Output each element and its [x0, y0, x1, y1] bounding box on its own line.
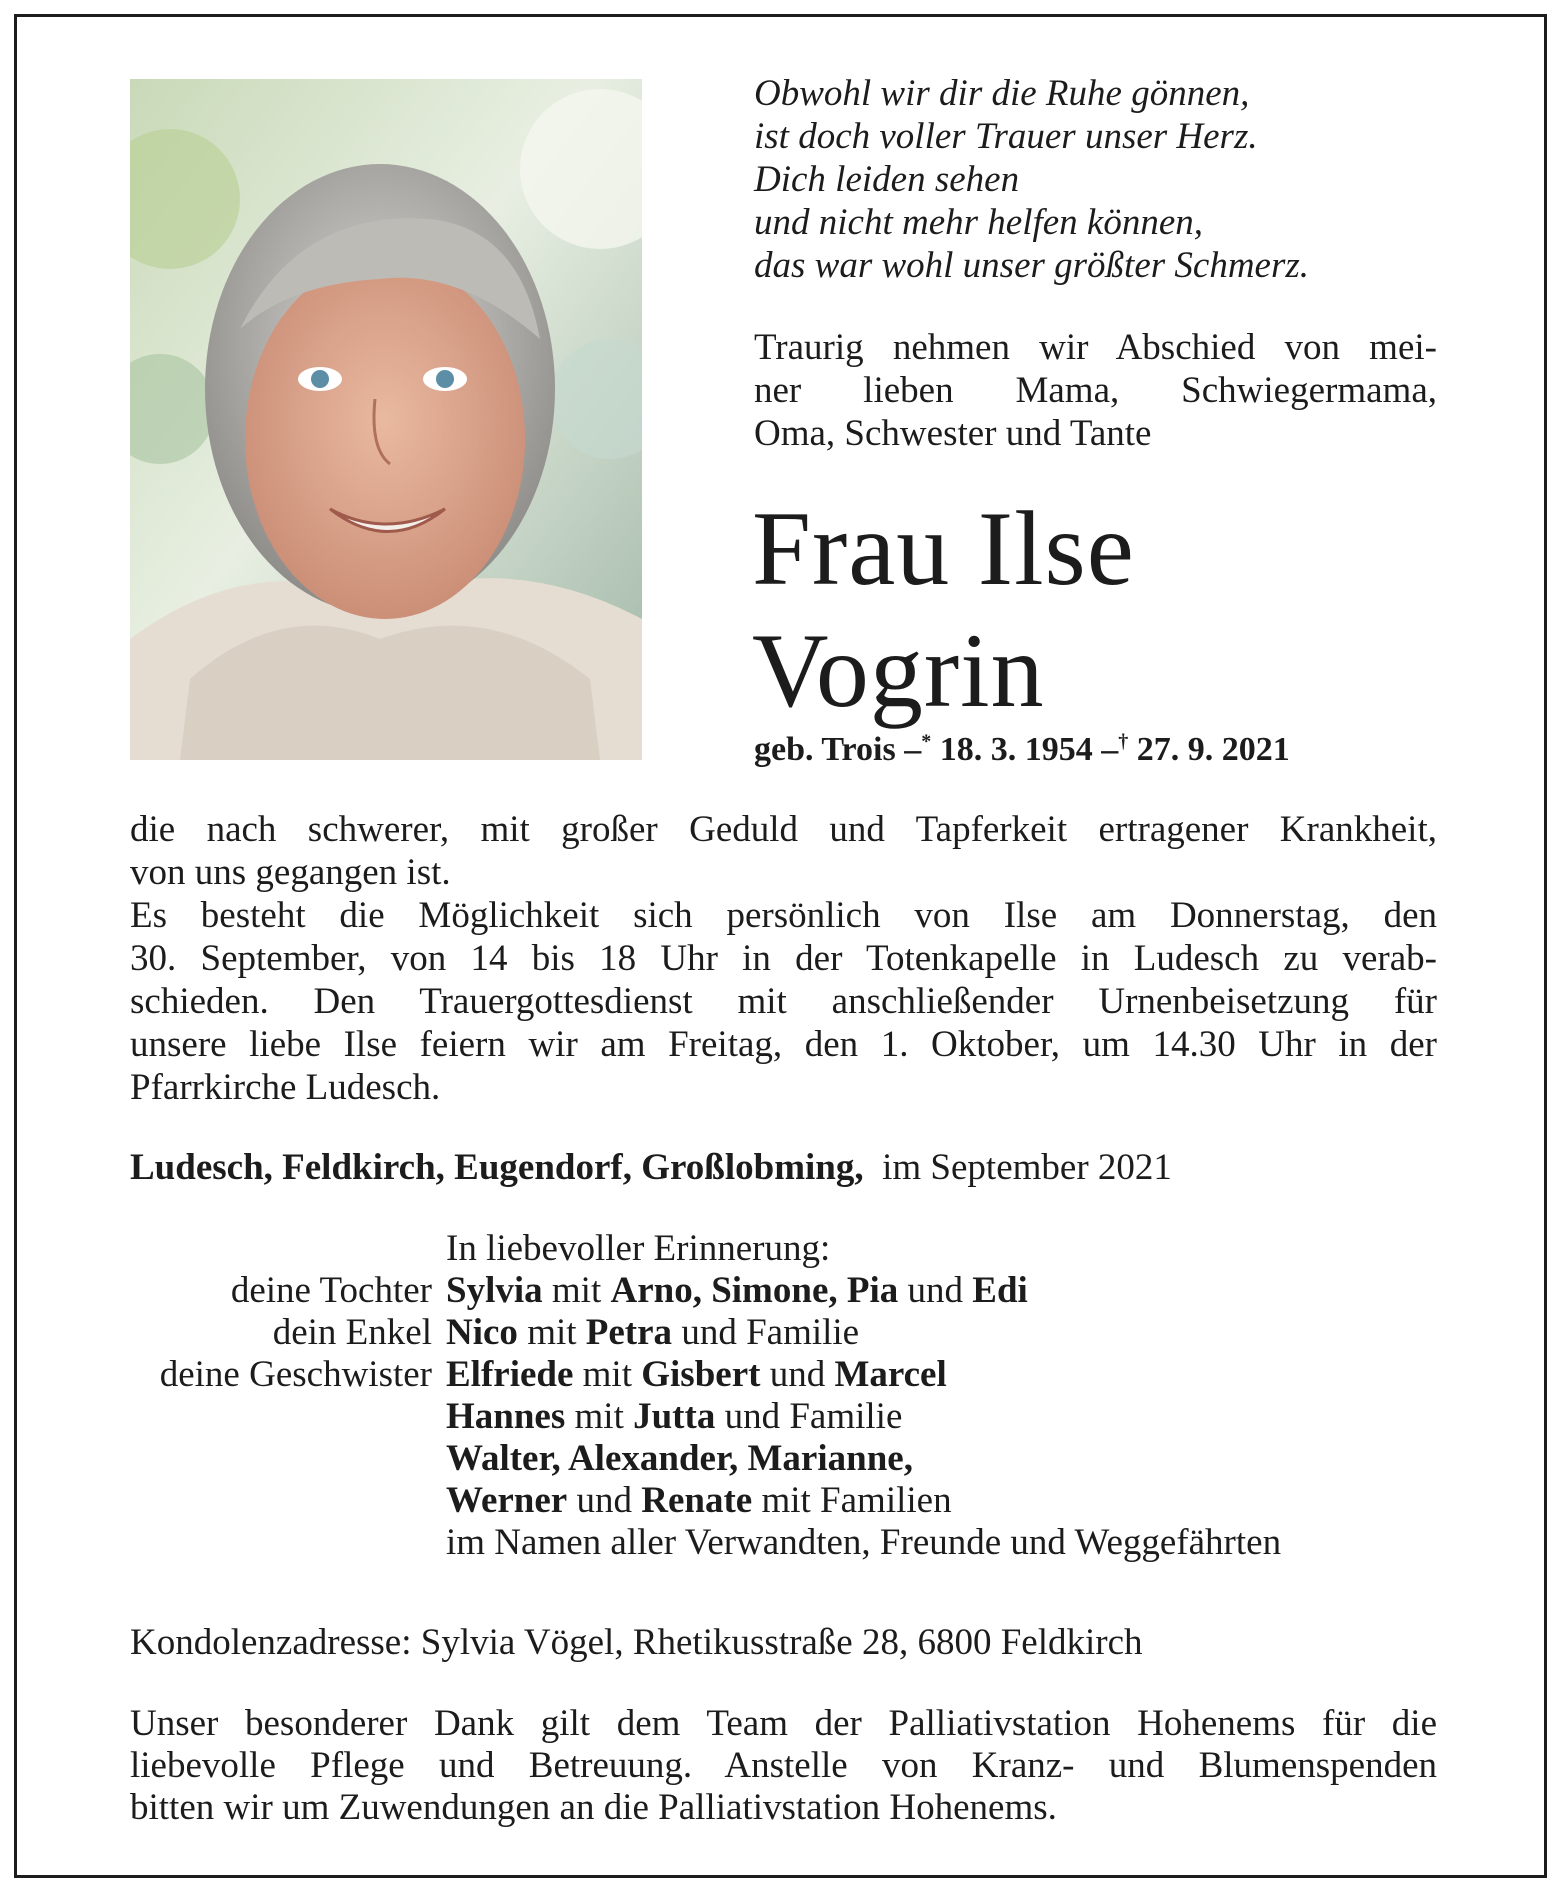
- places: Ludesch, Feldkirch, Eugendorf, Großlobming,: [130, 1147, 864, 1188]
- poem-line: Obwohl wir dir die Ruhe gönnen,: [754, 73, 1250, 114]
- relation-label: [130, 1522, 446, 1564]
- birth-date: 18. 3. 1954: [939, 731, 1093, 768]
- poem-line: das war wohl unser größter Schmerz.: [754, 245, 1310, 286]
- portrait-icon: [130, 79, 642, 760]
- thanks-line: bitten wir um Zuwendungen an die Palliativstation Hohenems.: [130, 1787, 1057, 1828]
- relatives-names: Nico mit Petra und Familie: [446, 1312, 860, 1353]
- thanks-text: [130, 1703, 1437, 1829]
- memory-row: [130, 1396, 1450, 1438]
- memory-heading: In liebevoller Erinnerung:: [446, 1228, 831, 1269]
- memory-row: [130, 1522, 1450, 1564]
- body-line: Es besteht die Möglichkeit sich persönlich von Ilse am Donnerstag, den: [130, 895, 1437, 936]
- poem-line: und nicht mehr helfen können,: [754, 202, 1204, 243]
- condolence-address: Kondolenzadresse: Sylvia Vögel, Rhetikusstraße 28, 6800 Feldkirch: [130, 1622, 1143, 1663]
- memory-row: [130, 1354, 1450, 1396]
- memory-section: [130, 1228, 1450, 1564]
- poem-line: ist doch voller Trauer unser Herz.: [754, 116, 1258, 157]
- relatives-names: Elfriede mit Gisbert und Marcel: [446, 1354, 947, 1395]
- relation-label: deine Tochter: [230, 1270, 432, 1311]
- memory-row: [130, 1312, 1450, 1354]
- name-line-1: Frau Ilse: [752, 490, 1135, 607]
- thanks-line: Unser besonderer Dank gilt dem Team der Palliativstation Hohenems für die: [130, 1703, 1437, 1744]
- relation-label: [130, 1480, 446, 1522]
- intro-line: Traurig nehmen wir Abschied von mei-: [754, 327, 1437, 368]
- birth-name: geb. Trois: [754, 731, 896, 768]
- birth-icon: *: [921, 730, 932, 753]
- relatives-names: Werner und Renate mit Familien: [446, 1480, 952, 1521]
- death-date: 27. 9. 2021: [1136, 731, 1290, 768]
- separator: –: [904, 731, 922, 768]
- life-dates: [754, 728, 1290, 772]
- body-line: die nach schwerer, mit großer Geduld und Tapferkeit ertragener Krankheit,: [130, 809, 1437, 850]
- deceased-name: [752, 488, 1135, 732]
- intro-line: Oma, Schwester und Tante: [754, 413, 1152, 454]
- body-line: schieden. Den Trauergottesdienst mit anschließender Urnenbeisetzung für: [130, 981, 1437, 1022]
- body-line: von uns gegangen ist.: [130, 852, 451, 893]
- memory-row: [130, 1480, 1450, 1522]
- poem: [754, 72, 1454, 287]
- memory-row: [130, 1270, 1450, 1312]
- relatives-names: Sylvia mit Arno, Simone, Pia und Edi: [446, 1270, 1028, 1311]
- places-date-line: [130, 1146, 1172, 1190]
- name-line-2: Vogrin: [752, 612, 1045, 729]
- poem-line: Dich leiden sehen: [754, 159, 1020, 200]
- relation-label: [130, 1438, 446, 1480]
- death-icon: †: [1118, 730, 1129, 753]
- relatives-names: Hannes mit Jutta und Familie: [446, 1396, 903, 1437]
- body-line: unsere liebe Ilse feiern wir am Freitag, den 1. Oktober, um 14.30 Uhr in der: [130, 1024, 1437, 1065]
- portrait-photo: [130, 79, 642, 760]
- intro-line: ner lieben Mama, Schwiegermama,: [754, 370, 1437, 411]
- memory-row: [130, 1438, 1450, 1480]
- relation-label: [130, 1396, 446, 1438]
- relation-label: deine Geschwister: [159, 1354, 432, 1395]
- body-line: 30. September, von 14 bis 18 Uhr in der Totenkapelle in Ludesch zu verab-: [130, 938, 1437, 979]
- body-text: [130, 808, 1437, 1109]
- relatives-names: im Namen aller Verwandten, Freunde und Weggefährten: [446, 1522, 1282, 1563]
- notice-date: im September 2021: [882, 1147, 1172, 1188]
- relation-label: dein Enkel: [272, 1312, 432, 1353]
- intro-text: [754, 326, 1437, 455]
- thanks-line: liebevolle Pflege und Betreuung. Anstelle von Kranz- und Blumenspenden: [130, 1745, 1437, 1786]
- separator: –: [1101, 731, 1119, 768]
- relatives-names: Walter, Alexander, Marianne,: [446, 1438, 913, 1479]
- body-line: Pfarrkirche Ludesch.: [130, 1067, 441, 1108]
